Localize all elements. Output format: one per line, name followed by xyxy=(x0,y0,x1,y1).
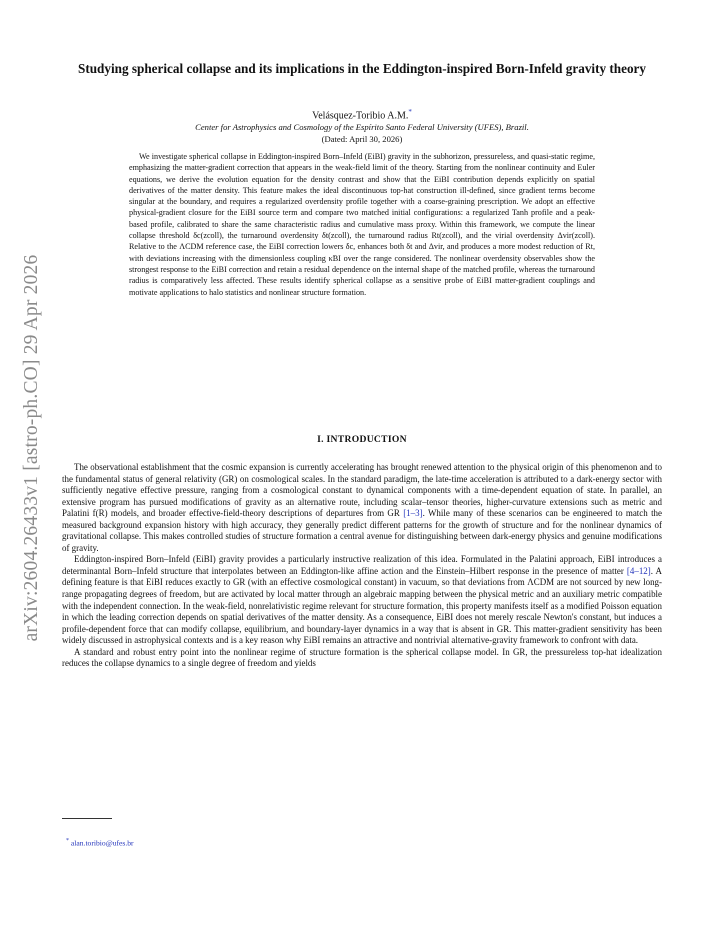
footnote-mark: * xyxy=(66,838,69,844)
author-footnote-mark[interactable]: * xyxy=(408,108,412,116)
author-line xyxy=(60,108,664,121)
body-paragraph: The observational establishment that the cosmic expansion is currently accelerating has brought renewed attention to the physical origin of this phenomenon and to the fundamental status of general relativity (GR) on cosmological scales. In the standard paradigm, the late-time acceleration is attributed to a dark-energy sector with sufficiently negative effective pressure, ranging from a cosmological constant to dynamical components with a time-dependent equation of state. In parallel, an extensive program has pursued modifications of gravity as an alternative route, including scalar–tensor theories, higher-curvature extensions such as metric and Palatini f(R) models, and broader effective-field-theory descriptions of departures from GR [1–3]. While many of these scenarios can be engineered to match the measured background expansion history with high accuracy, they generally predict different patterns for the growth of structure and for the nonlinear dynamics of gravitational collapse. This makes controlled studies of structure formation a central avenue for distinguishing between dark-energy physics and genuine modifications of gravity. xyxy=(62,462,662,553)
date-line: (Dated: April 30, 2026) xyxy=(321,134,403,144)
citation-link[interactable]: [4–12] xyxy=(626,565,651,576)
introduction-body xyxy=(62,462,662,670)
arxiv-sidebar-stamp xyxy=(12,228,52,668)
affiliation: Center for Astrophysics and Cosmology of the Espírito Santo Federal University (UFES), Brazil. xyxy=(195,122,529,132)
body-paragraph: A standard and robust entry point into the nonlinear regime of structure formation is the spherical collapse model. In GR, the pressureless top-hat idealization reduces the collapse dynamics to a single degree of freedom and yields xyxy=(62,646,662,669)
section-heading-introduction: I. INTRODUCTION xyxy=(317,434,407,445)
arxiv-identifier: arXiv:2604.26433v1 [astro-ph.CO] 29 Apr 2026 xyxy=(21,254,42,642)
author-name: Velásquez-Toribio A.M. xyxy=(312,110,409,122)
footnote-divider xyxy=(62,818,112,819)
abstract: We investigate spherical collapse in Eddington-inspired Born–Infeld (EiBI) gravity in the subhorizon, pressureless, and quasi-static regime, emphasizing the matter-gradient correction that appears in the weak-field limit of the theory. Starting from the nonlinear continuity and Euler equations, we derive the evolution equation for the density contrast and show that the EiBI contribution depends explicitly on spatial derivatives of the matter density. This feature makes the ideal discontinuous top-hat construction ill-defined, since gradient terms become singular at the boundary, and requires a regularized overdensity profile together with a coarse-graining prescription. We adopt an effective physical-gradient closure for the EiBI source term and compare two matched initial configurations: a regularized Tanh profile and a peak-based profile, calibrated to share the same characteristic radius and cumulative mass proxy. Within this framework, we compute the linear collapse threshold δc(zcoll), the turnaround overdensity δt(zcoll), the turnaround radius Rt(zcoll), and the virial overdensity Δvir(zcoll). Relative to the ΛCDM reference case, the EiBI correction lowers δc, enhances both δt and Δvir, and produces a more modest reduction of Rt, with deviations increasing with the dimensionless coupling κ̃BI over the range considered. The nonlinear overdensity observables show the strongest response to the EiBI correction and retain a residual dependence on the internal shape of the matched profile, whereas the turnaround radius is comparatively less affected. These results identify spherical collapse as a sensitive probe of EiBI matter-gradient couplings and motivate applications to halo statistics and nonlinear structure formation. xyxy=(129,152,595,297)
body-paragraph: Eddington-inspired Born–Infeld (EiBI) gravity provides a particularly instructive realization of this idea. Formulated in the Palatini approach, EiBI introduces a determinantal Born–Infeld structure that interpolates between an Eddington-like affine action and the Einstein–Hilbert response in the presence of matter [4–12]. A defining feature is that EiBI reduces exactly to GR (with an effective cosmological constant) in vacuum, so that deviations from ΛCDM are not sourced by new long-range propagating degrees of freedom, but are activated by local matter through an algebraic mapping between the physical metric and an auxiliary metric compatible with the independent connection. In the weak-field, nonrelativistic regime relevant for structure formation, this property manifests itself as a modified Poisson equation in which the leading correction depends on spatial derivatives of the matter density. As a consequence, EiBI does not merely rescale Newton's constant, but induces a profile-dependent force that can modify collapse, equilibrium, and boundary-layer dynamics in a way that is absent in GR. This matter-gradient sensitivity has been widely discussed in astrophysical contexts and is a key reason why EiBI remains an attractive and nontrivial alternative-gravity framework to confront with data. xyxy=(62,554,662,646)
footnote xyxy=(66,838,134,848)
footnote-email-link[interactable]: alan.toribio@ufes.br xyxy=(70,838,134,848)
citation-link[interactable]: [1–3] xyxy=(403,508,423,519)
paper-title: Studying spherical collapse and its implications in the Eddington-inspired Born-Infeld gravity theory xyxy=(78,61,646,76)
